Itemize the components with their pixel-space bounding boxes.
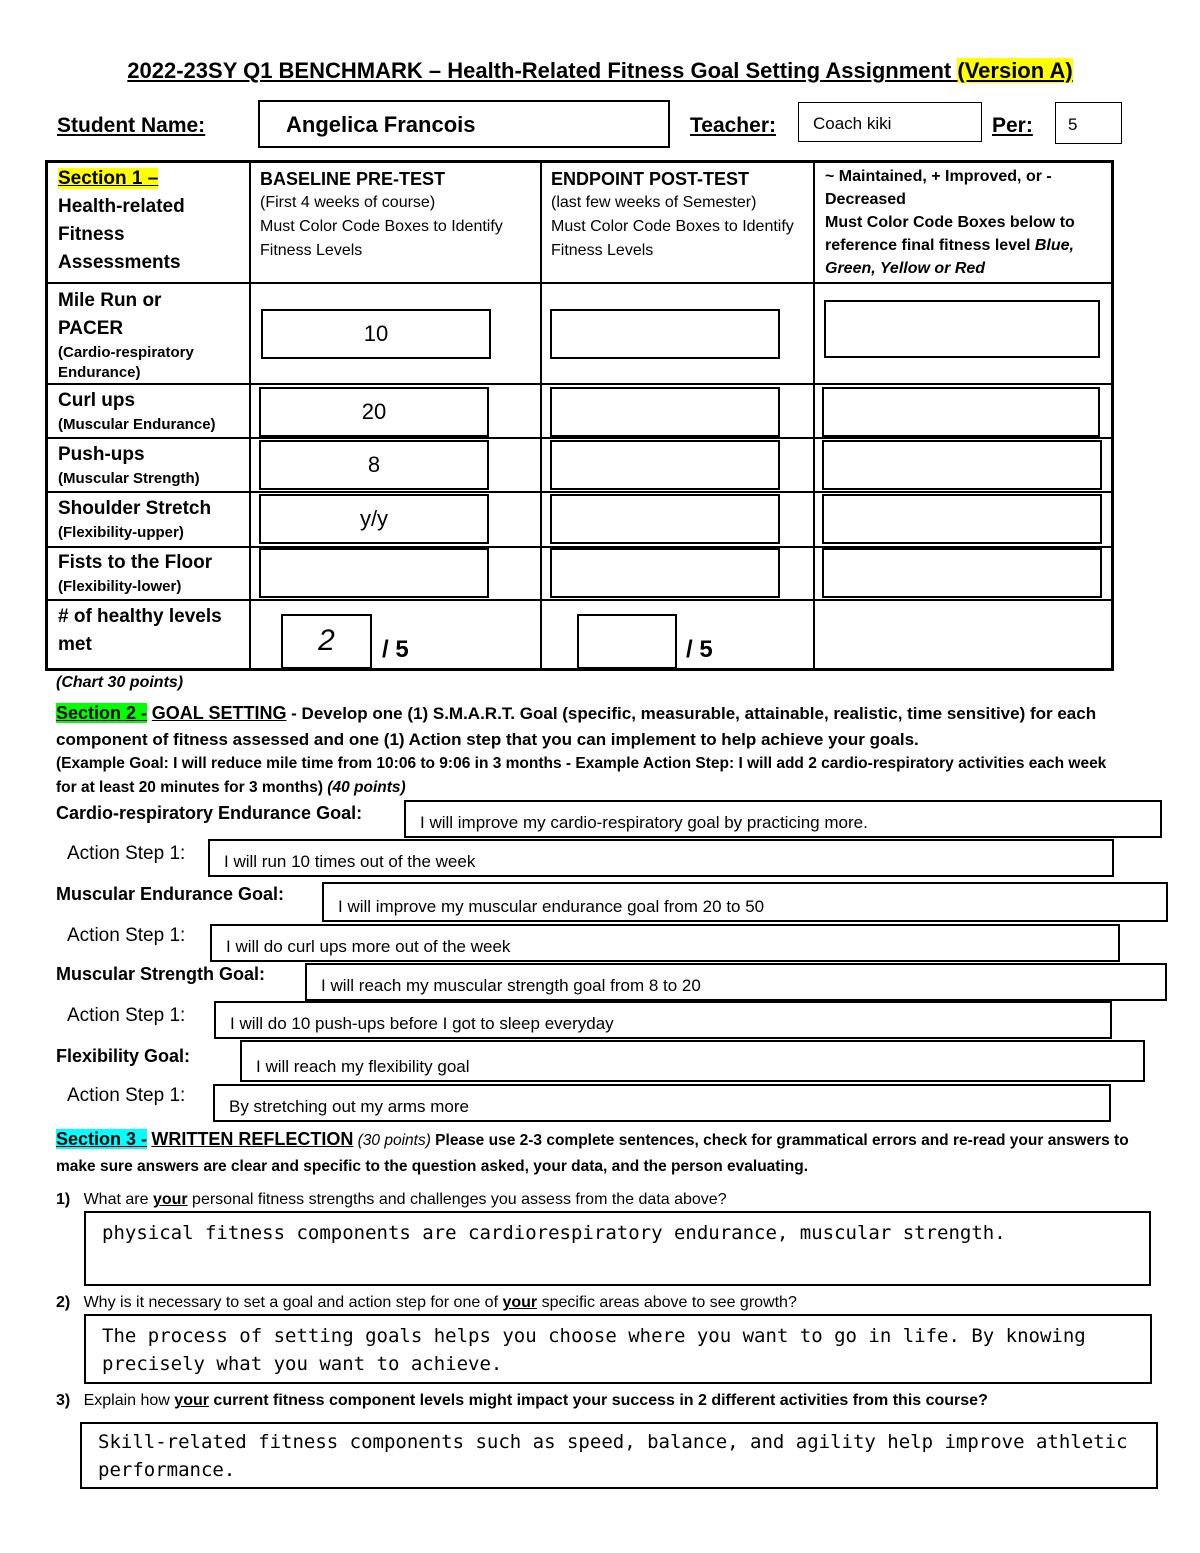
version-badge: (Version A) — [957, 58, 1073, 83]
change-shoulder-cell[interactable] — [822, 494, 1102, 544]
endpoint-sub2: Must Color Code Boxes to Identify Fitness Levels — [551, 218, 794, 259]
flexibility-action-input[interactable]: By stretching out my arms more — [213, 1084, 1111, 1122]
cardio-action-label: Action Step 1: — [67, 843, 186, 864]
strength-action-input[interactable]: I will do 10 push-ups before I got to sleep everyday — [214, 1001, 1112, 1039]
section3-points: (30 points) — [353, 1132, 431, 1149]
healthy-levels-label: # of healthy levels met — [58, 606, 222, 655]
row-label-curlups — [58, 387, 216, 435]
question-num: 2) — [56, 1294, 71, 1311]
section3-desc: Please use 2-3 complete sentences, check for grammatical errors and re-read your answers to make sure answers are clear and specific to the question asked, your data, and the person evaluating. — [56, 1132, 1129, 1175]
answer-2[interactable]: The process of setting goals helps you choose where you want to go in life. By knowing precisely what you want to achieve. — [84, 1314, 1152, 1384]
endpoint-fists-cell[interactable] — [550, 548, 780, 598]
endurance-goal-input[interactable]: I will improve my muscular endurance goal from 20 to 50 — [322, 882, 1168, 922]
period-field[interactable]: 5 — [1055, 102, 1122, 144]
healthy-baseline-cell[interactable]: 2 — [281, 614, 372, 669]
endpoint-pushups-cell[interactable] — [550, 440, 780, 490]
baseline-sub1: (First 4 weeks of course) — [260, 194, 436, 211]
student-name-label: Student Name: — [57, 114, 206, 137]
change-sub: Must Color Code Boxes below to reference final fitness level — [825, 214, 1075, 254]
section3-title: WRITTEN REFLECTION — [151, 1129, 354, 1149]
section1-heading — [58, 165, 238, 277]
row-label-shoulder — [58, 495, 211, 543]
change-fists-cell[interactable] — [822, 548, 1102, 598]
cardio-goal-label: Cardio-respiratory Endurance Goal: — [56, 803, 363, 823]
question-num: 3) — [56, 1392, 71, 1409]
question-post: specific areas above to see growth? — [537, 1294, 797, 1311]
section3-label: Section 3 - — [56, 1129, 148, 1149]
change-cardio-cell[interactable] — [824, 300, 1100, 358]
healthy-endpoint-outof: / 5 — [686, 636, 713, 663]
row-sub: (Muscular Strength) — [58, 470, 200, 487]
endurance-goal-label: Muscular Endurance Goal: — [56, 884, 285, 904]
fitness-assessment-table — [45, 160, 1114, 671]
student-name-field[interactable]: Angelica Francois — [258, 100, 670, 148]
strength-action-label: Action Step 1: — [67, 1005, 186, 1026]
question-3 — [56, 1392, 988, 1410]
healthy-endpoint-cell[interactable] — [577, 614, 677, 669]
change-curlups-cell[interactable] — [822, 387, 1100, 437]
endpoint-title: ENDPOINT POST-TEST — [551, 169, 750, 189]
section1-label: Section 1 – — [58, 168, 159, 189]
strength-goal-input[interactable]: I will reach my muscular strength goal from 8 to 20 — [305, 963, 1167, 1001]
answer-3[interactable]: Skill-related fitness components such as speed, balance, and agility help improve athletic performance. — [80, 1422, 1158, 1489]
section2-title: GOAL SETTING — [151, 703, 287, 723]
endpoint-shoulder-cell[interactable] — [550, 494, 780, 544]
question-1 — [56, 1191, 727, 1209]
baseline-fists-cell[interactable] — [259, 548, 489, 598]
question-emph: your — [502, 1294, 538, 1311]
question-num: 1) — [56, 1191, 71, 1208]
endpoint-curlups-cell[interactable] — [550, 387, 780, 437]
change-header — [825, 165, 1107, 280]
flexibility-goal-label: Flexibility Goal: — [56, 1046, 191, 1066]
row-label-cardio — [58, 287, 228, 383]
teacher-label: Teacher: — [690, 114, 776, 137]
row-label-fists — [58, 549, 212, 597]
flexibility-action-label: Action Step 1: — [67, 1085, 186, 1106]
endpoint-header — [551, 167, 801, 263]
change-colors: Blue, Green, Yellow or Red — [825, 237, 1074, 277]
question-2 — [56, 1294, 797, 1312]
row-name: Curl ups — [58, 390, 136, 411]
question-pre: Explain how — [83, 1392, 175, 1409]
row-sub: (Flexibility-upper) — [58, 524, 184, 541]
question-emph: your — [152, 1191, 188, 1208]
change-title: ~ Maintained, + Improved, or - Decreased — [825, 168, 1052, 208]
row-sub: (Cardio-respiratory Endurance) — [58, 344, 194, 381]
answer-1[interactable]: physical fitness components are cardiorespiratory endurance, muscular strength. — [84, 1211, 1151, 1286]
question-post: personal fitness strengths and challenges you assess from the data above? — [187, 1191, 727, 1208]
row-name: Mile Run or PACER — [58, 290, 162, 339]
baseline-shoulder-cell[interactable]: y/y — [259, 494, 489, 544]
teacher-field[interactable]: Coach kiki — [798, 102, 982, 142]
section2-label: Section 2 - — [56, 703, 148, 723]
endpoint-cardio-cell[interactable] — [550, 309, 780, 359]
row-sub: (Muscular Endurance) — [58, 416, 216, 433]
section2-example — [56, 752, 1116, 800]
section1-desc: Health-related Fitness Assessments — [58, 196, 185, 273]
section2-desc: - Develop one (1) S.M.A.R.T. Goal (specific, measurable, attainable, realistic, time sensitive) for each component of fitness assessed and one (1) Action step that you can implement to help achieve your goals. — [56, 704, 1097, 749]
cardio-action-input[interactable]: I will run 10 times out of the week — [208, 839, 1114, 877]
endurance-action-label: Action Step 1: — [67, 925, 186, 946]
period-label: Per: — [992, 114, 1033, 137]
baseline-pushups-cell[interactable]: 8 — [259, 440, 489, 490]
row-name: Shoulder Stretch — [58, 498, 212, 519]
chart-points: (Chart 30 points) — [56, 674, 184, 691]
change-pushups-cell[interactable] — [822, 440, 1102, 490]
question-post: current fitness component levels might impact your success in 2 different activities from this course? — [208, 1392, 988, 1409]
section2-points: (40 points) — [323, 779, 406, 796]
baseline-header — [260, 167, 530, 263]
healthy-baseline-outof: / 5 — [382, 636, 409, 663]
question-pre: Why is it necessary to set a goal and action step for one of — [83, 1294, 503, 1311]
row-sub: (Flexibility-lower) — [58, 578, 182, 595]
page-title — [0, 58, 1200, 84]
baseline-title: BASELINE PRE-TEST — [260, 169, 446, 189]
row-label-pushups — [58, 441, 200, 489]
section2-heading — [56, 700, 1166, 753]
endpoint-sub1: (last few weeks of Semester) — [551, 194, 757, 211]
baseline-sub2: Must Color Code Boxes to Identify Fitness Levels — [260, 218, 503, 259]
row-name: Push-ups — [58, 444, 145, 465]
title-text: 2022-23SY Q1 BENCHMARK – Health-Related Fitness Goal Setting Assignment — [127, 58, 958, 83]
question-pre: What are — [83, 1191, 153, 1208]
endurance-action-input[interactable]: I will do curl ups more out of the week — [210, 924, 1120, 962]
section3-heading — [56, 1126, 1146, 1180]
cardio-goal-input[interactable]: I will improve my cardio-respiratory goal by practicing more. — [404, 800, 1162, 838]
baseline-curlups-cell[interactable]: 20 — [259, 387, 489, 437]
row-name: Fists to the Floor — [58, 552, 213, 573]
baseline-cardio-cell[interactable]: 10 — [261, 309, 491, 359]
question-emph: your — [174, 1392, 209, 1409]
flexibility-goal-input[interactable]: I will reach my flexibility goal — [240, 1040, 1145, 1082]
strength-goal-label: Muscular Strength Goal: — [56, 964, 266, 984]
section2-example-text: (Example Goal: I will reduce mile time from 10:06 to 9:06 in 3 months - Example Action Step: I will add 2 cardio-respiratory activities each week for at least 20 minutes for 3 months) — [56, 755, 1107, 796]
